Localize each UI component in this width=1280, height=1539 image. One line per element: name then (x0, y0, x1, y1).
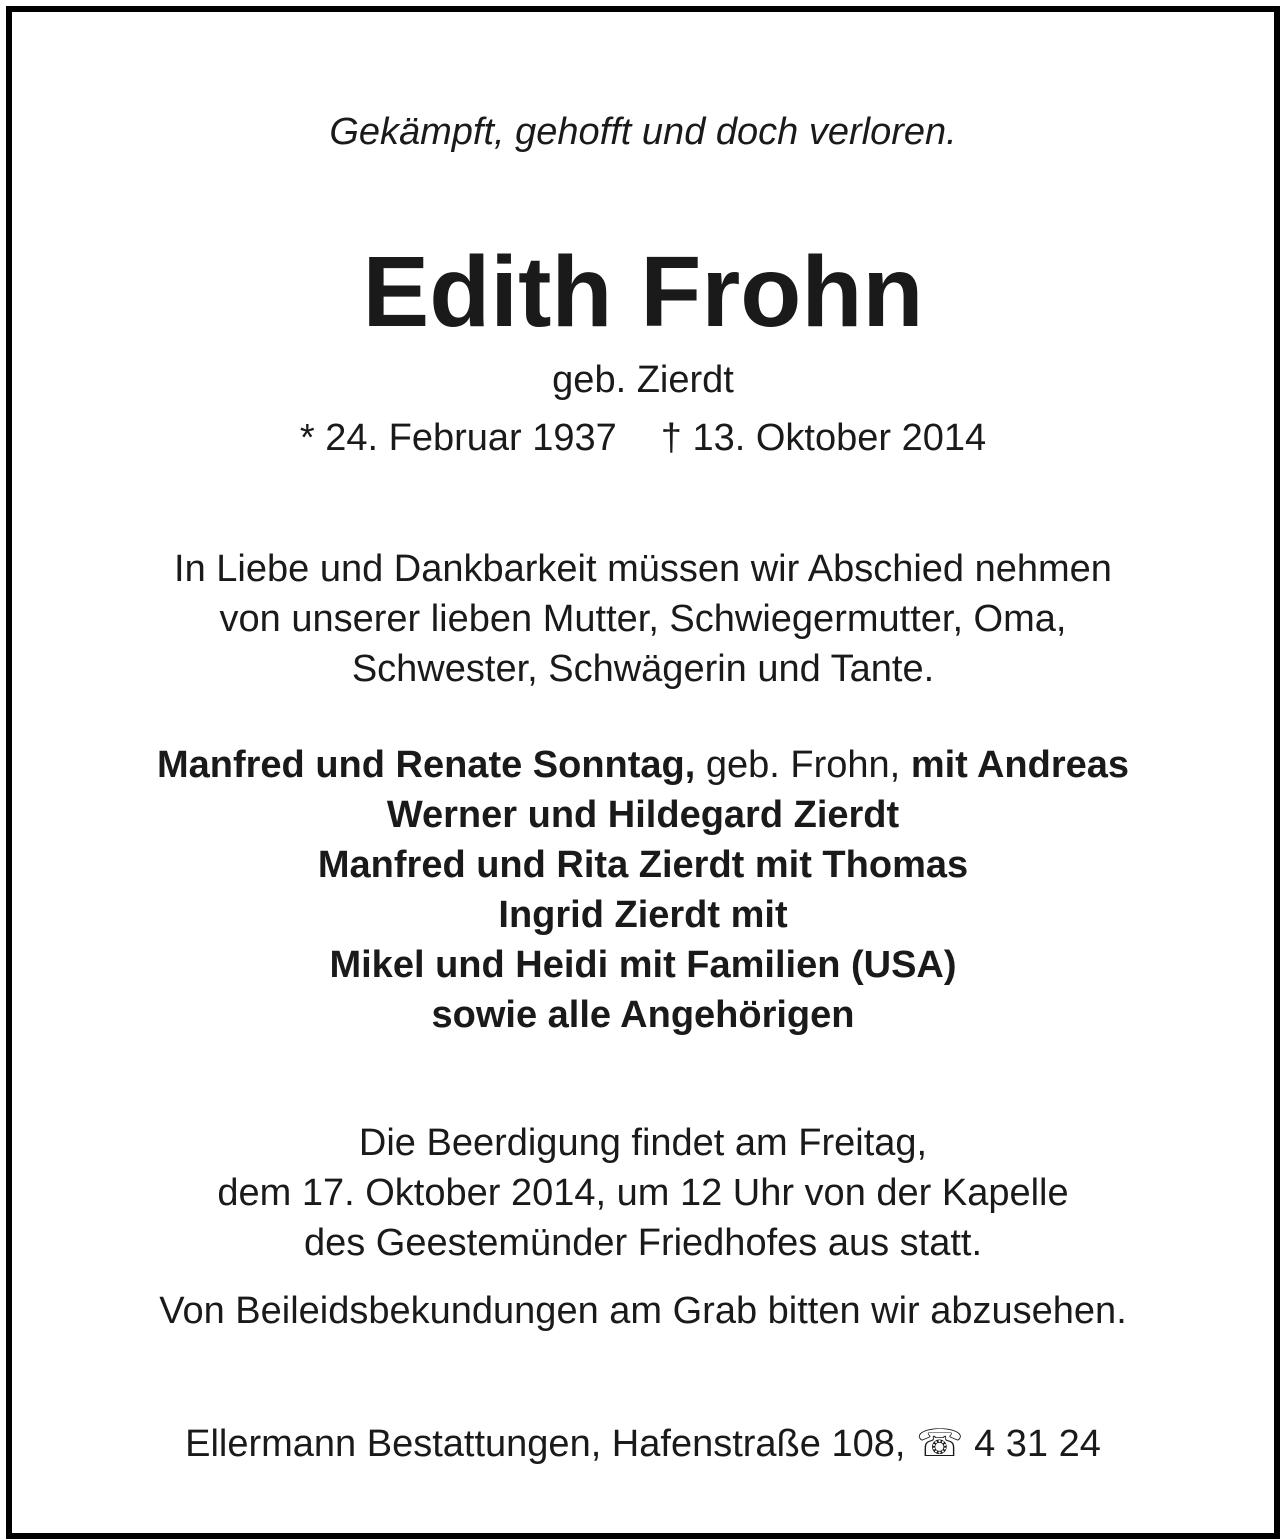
funeral-line-3: des Geestemünder Friedhofes aus statt. (303, 1222, 983, 1264)
undertaker-info (12, 1422, 1274, 1466)
death-date: † 13. Oktober 2014 (660, 417, 987, 459)
mourner-line-4: Ingrid Zierdt mit (498, 894, 788, 936)
birth-name: geb. Zierdt (552, 359, 734, 401)
mourner-line-3: Manfred und Rita Zierdt mit Thomas (317, 844, 969, 886)
undertaker-address: Ellermann Bestattungen, Hafenstraße 108, (185, 1423, 916, 1465)
motto: Gekämpft, gehofft und doch verloren. (329, 111, 957, 153)
mourner-line-2: Werner und Hildegard Zierdt (386, 794, 900, 836)
condolence-note: Von Beileidsbekundungen am Grab bitten wir abzusehen. (159, 1290, 1127, 1332)
phone-number: 4 31 24 (974, 1423, 1101, 1465)
mourner-line-6: sowie alle Angehörigen (431, 994, 855, 1036)
notice-frame (6, 6, 1280, 1539)
birth-date: * 24. Februar 1937 (299, 417, 617, 459)
funeral-line-2: dem 17. Oktober 2014, um 12 Uhr von der Kapelle (217, 1172, 1069, 1214)
mourner-line-1: Manfred und Renate Sonntag, geb. Frohn, mit Andreas (156, 744, 1130, 786)
life-dates (12, 416, 1274, 460)
phone-icon: ☏ (915, 1423, 964, 1465)
message-line-2: von unserer lieben Mutter, Schwiegermutter, Oma, (219, 598, 1067, 640)
funeral-line-1: Die Beerdigung findet am Freitag, (358, 1122, 928, 1164)
message-line-3: Schwester, Schwägerin und Tante. (351, 648, 935, 690)
deceased-name: Edith Frohn (362, 236, 924, 348)
message-line-1: In Liebe und Dankbarkeit müssen wir Abschied nehmen (174, 548, 1112, 590)
mourner-line-5: Mikel und Heidi mit Familien (USA) (329, 944, 957, 986)
